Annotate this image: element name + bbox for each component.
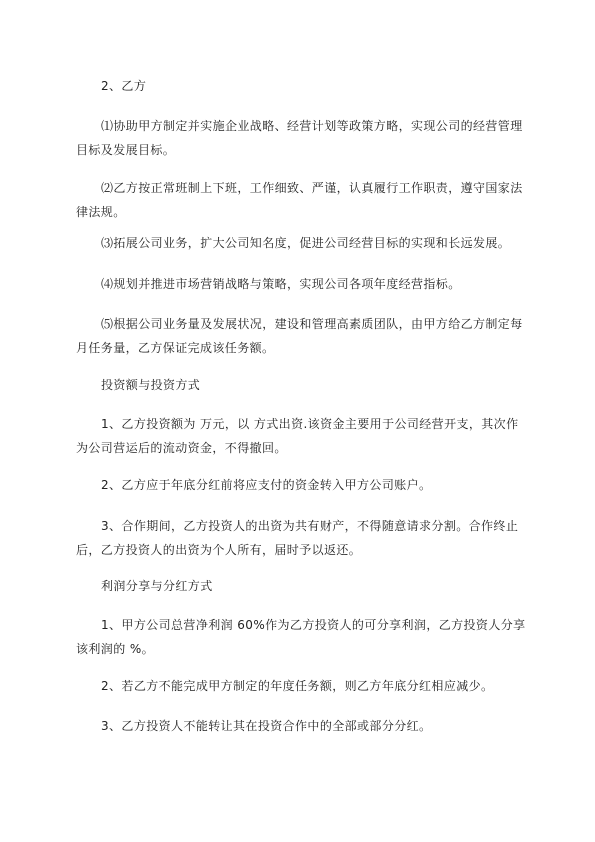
paragraph: ⑶拓展公司业务，扩大公司知名度，促进公司经营目标的实现和长远发展。 [101,236,511,250]
section-heading-profit-sharing: 利润分享与分红方式 [101,579,213,593]
paragraph: ⑵乙方按正常班制上下班，工作细致、严谨，认真履行工作职责，遵守国家法律法规。 [76,181,523,219]
section-heading-investment: 投资额与投资方式 [101,378,201,392]
paragraph: ⑷规划并推进市场营销战略与策略，实现公司各项年度经营指标。 [101,277,461,291]
paragraph: 3、合作期间，乙方投资人的出资为共有财产，不得随意请求分割。合作终止后，乙方投资人的出资为个人所有，届时予以返还。 [76,519,519,557]
paragraph: 2、若乙方不能完成甲方制定的年度任务额，则乙方年底分红相应减少。 [101,679,494,693]
paragraph: 1、甲方公司总营净利润 60%作为乙方投资人的可分享利润，乙方投资人分享该利润的 %。 [76,618,526,656]
section-heading-party-b: 2、乙方 [101,79,147,93]
paragraph: ⑸根据公司业务量及发展状况，建设和管理高素质团队，由甲方给乙方制定每月任务量，乙方保证完成该任务额。 [76,317,523,355]
paragraph: 3、乙方投资人不能转让其在投资合作中的全部或部分分红。 [101,719,432,733]
paragraph: 1、乙方投资额为 万元，以 方式出资.该资金主要用于公司经营开支，其次作为公司营运后的流动资金，不得撤回。 [76,417,519,455]
paragraph: 2、乙方应于年底分红前将应支付的资金转入甲方公司账户。 [101,478,432,492]
paragraph: ⑴协助甲方制定并实施企业战略、经营计划等政策方略，实现公司的经营管理目标及发展目标。 [76,119,523,157]
